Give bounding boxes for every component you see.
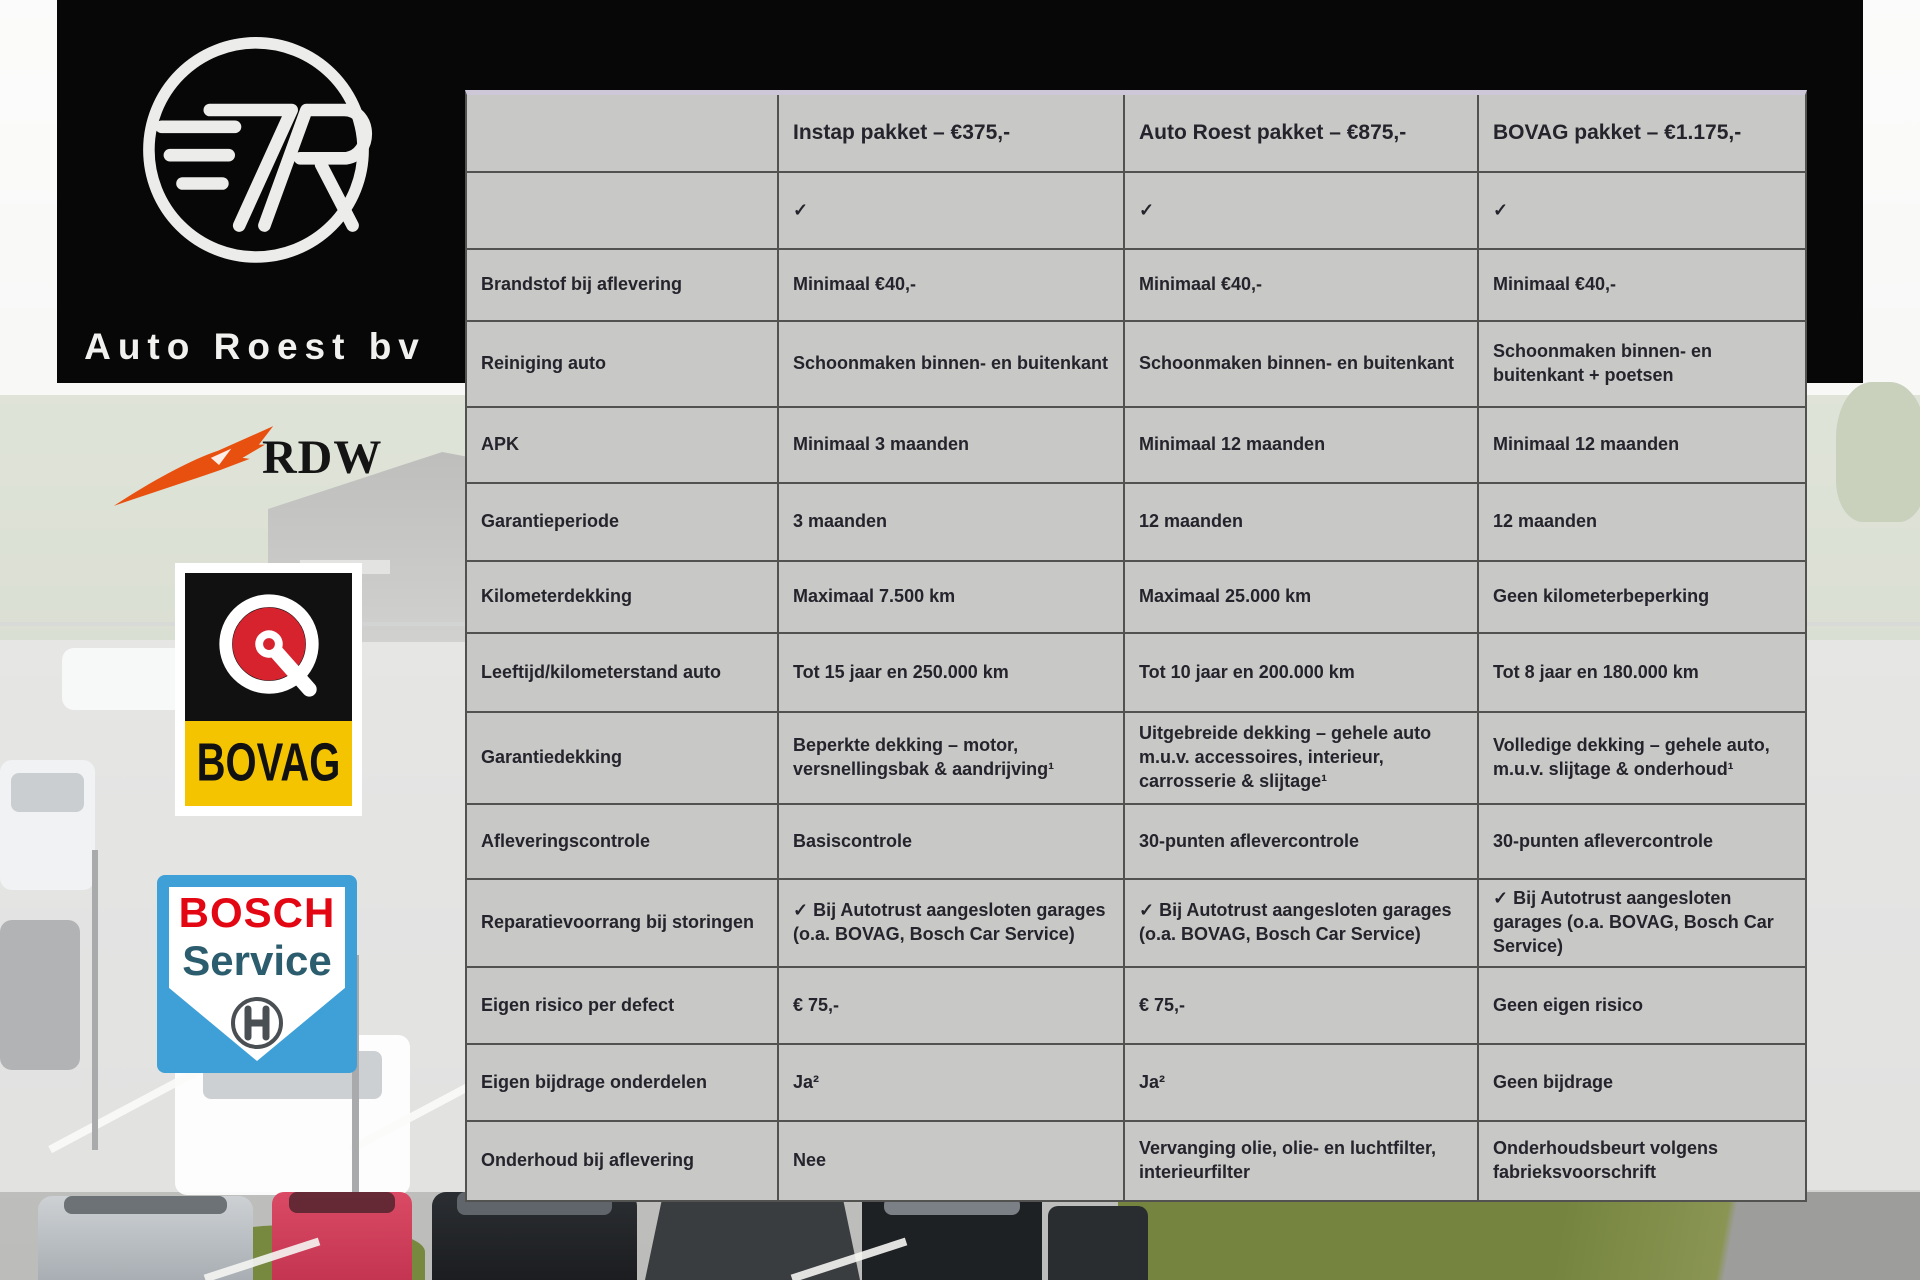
row-label: Onderhoud bij aflevering: [467, 1122, 779, 1200]
bosch-wordmark: BOSCH: [178, 889, 336, 936]
column-header: BOVAG pakket – €1.175,-: [1479, 95, 1805, 173]
included-check: ✓: [1125, 173, 1479, 250]
table-cell: ✓ Bij Autotrust aangesloten garages (o.a. BOVAG, Bosch Car Service): [779, 880, 1125, 968]
bovag-emblem-panel: [185, 573, 352, 721]
grass-strip: [1118, 1190, 1920, 1280]
column-header: Auto Roest pakket – €875,-: [1125, 95, 1479, 173]
auto-roest-monogram-icon: [130, 26, 382, 278]
bovag-q-icon: [210, 588, 328, 706]
parked-car: [272, 1192, 412, 1280]
included-check: ✓: [1479, 173, 1805, 250]
table-cell: € 75,-: [779, 968, 1125, 1045]
table-cell: Maximaal 25.000 km: [1125, 562, 1479, 634]
table-cell: Schoonmaken binnen- en buitenkant: [779, 322, 1125, 408]
bosch-logo: [157, 875, 357, 1073]
table-cell: ✓ Bij Autotrust aangesloten garages (o.a. BOVAG, Bosch Car Service): [1125, 880, 1479, 968]
row-label: Garantiedekking: [467, 713, 779, 805]
table-cell: Geen kilometerbeperking: [1479, 562, 1805, 634]
rdw-wing-icon: [110, 418, 280, 510]
corner-cell: [467, 95, 779, 173]
row-label: Eigen risico per defect: [467, 968, 779, 1045]
table-cell: Vervanging olie, olie- en luchtfilter, interieurfilter: [1125, 1122, 1479, 1200]
package-comparison-table: [465, 90, 1807, 1202]
bovag-logo: [175, 563, 362, 816]
dealer-name: Auto Roest bv: [84, 326, 426, 367]
table-cell: Ja²: [1125, 1045, 1479, 1122]
table-cell: Uitgebreide dekking – gehele auto m.u.v. accessoires, interieur, carrosserie & slijtage¹: [1125, 713, 1479, 805]
row-label: Brandstof bij aflevering: [467, 250, 779, 322]
table-cell: Tot 15 jaar en 250.000 km: [779, 634, 1125, 713]
table-cell: Minimaal €40,-: [779, 250, 1125, 322]
bosch-service-wordmark: Service: [182, 937, 332, 984]
rdw-wordmark: RDW: [262, 431, 383, 484]
table-cell: Minimaal €40,-: [1125, 250, 1479, 322]
row-label: Garantieperiode: [467, 484, 779, 562]
table-cell: ✓ Bij Autotrust aangesloten garages (o.a. BOVAG, Bosch Car Service): [1479, 880, 1805, 968]
table-cell: Tot 10 jaar en 200.000 km: [1125, 634, 1479, 713]
table-cell: Minimaal €40,-: [1479, 250, 1805, 322]
row-label: Kilometerdekking: [467, 562, 779, 634]
table-cell: Minimaal 12 maanden: [1479, 408, 1805, 484]
table-cell: 30-punten aflevercontrole: [1479, 805, 1805, 880]
bovag-wordmark-panel: [185, 721, 352, 806]
bovag-wordmark: BOVAG: [196, 733, 341, 793]
parked-car: [432, 1192, 637, 1280]
parked-car: [38, 1196, 253, 1280]
bosch-anchor-icon: [227, 993, 287, 1053]
row-label: [467, 173, 779, 250]
row-label: Eigen bijdrage onderdelen: [467, 1045, 779, 1122]
table-cell: Schoonmaken binnen- en buitenkant: [1125, 322, 1479, 408]
included-check: ✓: [779, 173, 1125, 250]
row-label: Afleveringscontrole: [467, 805, 779, 880]
table-cell: Tot 8 jaar en 180.000 km: [1479, 634, 1805, 713]
table-cell: Basiscontrole: [779, 805, 1125, 880]
table-cell: Maximaal 7.500 km: [779, 562, 1125, 634]
table-cell: Onderhoudsbeurt volgens fabrieksvoorschrift: [1479, 1122, 1805, 1200]
table-cell: Minimaal 12 maanden: [1125, 408, 1479, 484]
column-header: Instap pakket – €375,-: [779, 95, 1125, 173]
table-cell: Nee: [779, 1122, 1125, 1200]
parked-car: [1048, 1206, 1148, 1280]
row-label: Reiniging auto: [467, 322, 779, 408]
table-cell: 3 maanden: [779, 484, 1125, 562]
table-cell: 12 maanden: [1479, 484, 1805, 562]
table-cell: Minimaal 3 maanden: [779, 408, 1125, 484]
table-cell: Volledige dekking – gehele auto, m.u.v. slijtage & onderhoud¹: [1479, 713, 1805, 805]
table-cell: Beperkte dekking – motor, versnellingsbak & aandrijving¹: [779, 713, 1125, 805]
row-label: APK: [467, 408, 779, 484]
parked-van: [862, 1192, 1042, 1280]
table-cell: € 75,-: [1125, 968, 1479, 1045]
table-cell: Ja²: [779, 1045, 1125, 1122]
table-cell: Geen bijdrage: [1479, 1045, 1805, 1122]
table-cell: 30-punten aflevercontrole: [1125, 805, 1479, 880]
table-cell: Schoonmaken binnen- en buitenkant + poetsen: [1479, 322, 1805, 408]
row-label: Reparatievoorrang bij storingen: [467, 880, 779, 968]
table-cell: Geen eigen risico: [1479, 968, 1805, 1045]
row-label: Leeftijd/kilometerstand auto: [467, 634, 779, 713]
table-cell: 12 maanden: [1125, 484, 1479, 562]
